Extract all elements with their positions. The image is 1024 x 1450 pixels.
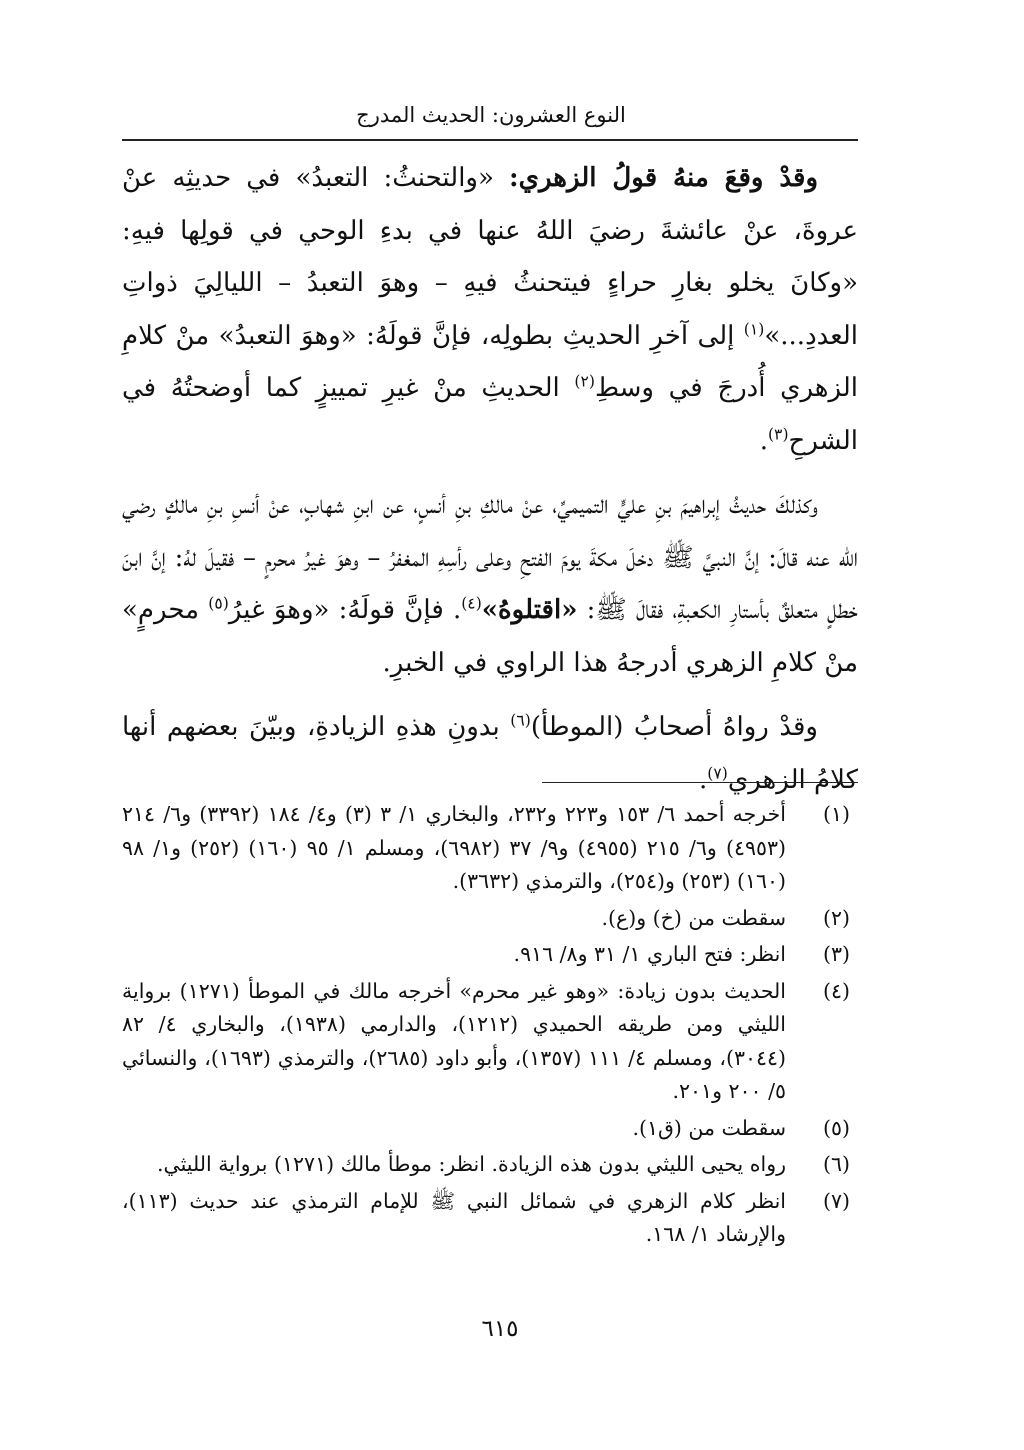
text-span: . فإنَّ قولَهُ: «وهوَ غيرُ [228, 595, 462, 625]
running-header: النوع العشرون: الحديث المدرج [356, 103, 626, 127]
footnote-item [122, 1185, 858, 1252]
footnote-item [122, 902, 858, 936]
text-span: الحديثِ منْ غيرِ تمييزٍ كما أوضحتُهُ في الشرحِ [122, 373, 858, 456]
footnote-item [122, 1112, 858, 1146]
footnote-ref-4[interactable]: (٤) [461, 594, 482, 613]
footnote-ref-5[interactable]: (٥) [208, 594, 229, 613]
footnote-ref-7[interactable]: (٧) [707, 763, 728, 782]
bold-lead: وقدْ وقعَ منهُ قولُ الزهري: [509, 163, 818, 193]
paragraph-2 [122, 479, 858, 689]
footnote-text: انظر كلام الزهري في شمائل النبي ﷺ للإمام الترمذي عند حديث (١١٣)، والإرشاد ١/ ١٦٨. [122, 1188, 786, 1246]
text-span: وقدْ رواهُ أصحابُ (الموطأ) [530, 712, 818, 742]
footnote-number: (٧) [822, 1188, 850, 1213]
header-rule [122, 139, 858, 141]
paragraph-3 [122, 701, 858, 806]
footnotes-list [122, 798, 858, 1255]
text-span: بدونِ هذهِ الزيادةِ، وبيّنَ بعضهم أنها كلامُ الزهري [122, 712, 858, 795]
text-span: «والتحنثُ: التعبدُ» في حديثِه عنْ عروةَ، عنْ عائشةَ رضيَ اللهُ عنها في بدءِ الوحي في قولِها فيهِ: «وكانَ يخلو بغارِ حراءٍ فيتحنثُ فيهِ – وهوَ التعبدُ – الليالِيَ ذواتِ العددِ...» [122, 163, 858, 351]
text-span: محرمٍ» منْ كلامِ الزهري أدرجهُ هذا الراوي في الخبرِ. [122, 595, 858, 678]
bold-quote: «اقتلوهُ» [481, 595, 578, 625]
main-text [122, 152, 858, 818]
footnote-number: (٢) [822, 905, 850, 930]
footnote-text: سقطت من (خ) و(ع). [601, 905, 786, 930]
footnote-number: (٤) [822, 978, 850, 1003]
text-span: وكذلكَ حديثُ إبراهيمَ بنِ عليٍّ التميميِّ، عنْ مالكِ بنِ أنسٍ، عن ابنِ شهابٍ، عنْ أنسِ بنِ مالكٍ رضي الله عنه قالَ: إنَّ النبيَّ ﷺ دخلَ مكةَ يومَ الفتحِ وعلى رأسِهِ المغفرُ – وهوَ غيرُ محرمٍ – فقيلَ لهُ: إنَّ ابنَ خطلٍ متعلقٌ بأستارِ الكعبةِ، فقالَ ﷺ: [122, 490, 858, 625]
footnote-item [122, 975, 858, 1109]
footnote-text: انظر: فتح الباري ١/ ٣١ و٨/ ٩١٦. [513, 942, 786, 966]
footnote-text: رواه يحيى الليثي بدون هذه الزيادة. انظر: موطأ مالك (١٢٧١) برواية الليثي. [156, 1152, 786, 1176]
footnote-number: (٣) [822, 942, 850, 966]
footnote-text: سقطت من (ق١). [632, 1115, 786, 1140]
page-number: ٦١٥ [481, 1316, 519, 1342]
text-span: . [759, 425, 768, 456]
footnote-item [122, 1148, 858, 1182]
footnote-number: (٦) [822, 1152, 850, 1176]
footnote-item [122, 938, 858, 972]
footnote-ref-2[interactable]: (٢) [574, 372, 595, 391]
footnote-number: (١) [822, 802, 850, 826]
footnote-separator [542, 782, 858, 783]
text-span: إلى آخرِ الحديثِ بطولِه، فإنَّ قولَهُ: «وهوَ التعبدُ» منْ كلامِ الزهري أُدرجَ في وسطِ [122, 320, 858, 403]
footnote-text: أخرجه أحمد ٦/ ١٥٣ و٢٢٣ و٢٣٢، والبخاري ١/ ٣ (٣) و٤/ ١٨٤ (٣٣٩٢) و٦/ ٢١٤ (٤٩٥٣) و٦/ ٢١٥ (٤٩٥٥) و٩/ ٣٧ (٦٩٨٢)، ومسلم ١/ ٩٥ (١٦٠) (٢٥٢) و١/ ٩٨ (١٦٠) (٢٥٣) و(٢٥٤)، والترمذي (٣٦٣٢). [122, 802, 787, 893]
footnote-ref-3[interactable]: (٣) [767, 424, 789, 443]
footnote-number: (٥) [822, 1115, 850, 1140]
text-span: . [699, 764, 708, 795]
footnote-item [122, 798, 858, 899]
paragraph-1 [122, 152, 858, 467]
footnote-ref-1[interactable]: (١) [743, 319, 765, 338]
footnote-ref-6[interactable]: (٦) [510, 711, 531, 730]
footnote-text: الحديث بدون زيادة: «وهو غير محرم» أخرجه مالك في الموطأ (١٢٧١) برواية الليثي ومن طريقه الحميدي (١٢١٢)، والدارمي (١٩٣٨)، والبخاري ٤/ ٨٢ (٣٠٤٤)، ومسلم ٤/ ١١١ (١٣٥٧)، وأبو داود (٢٦٨٥)، والترمذي (١٦٩٣)، والنسائي ٥/ ٢٠٠ و٢٠١. [122, 978, 786, 1103]
